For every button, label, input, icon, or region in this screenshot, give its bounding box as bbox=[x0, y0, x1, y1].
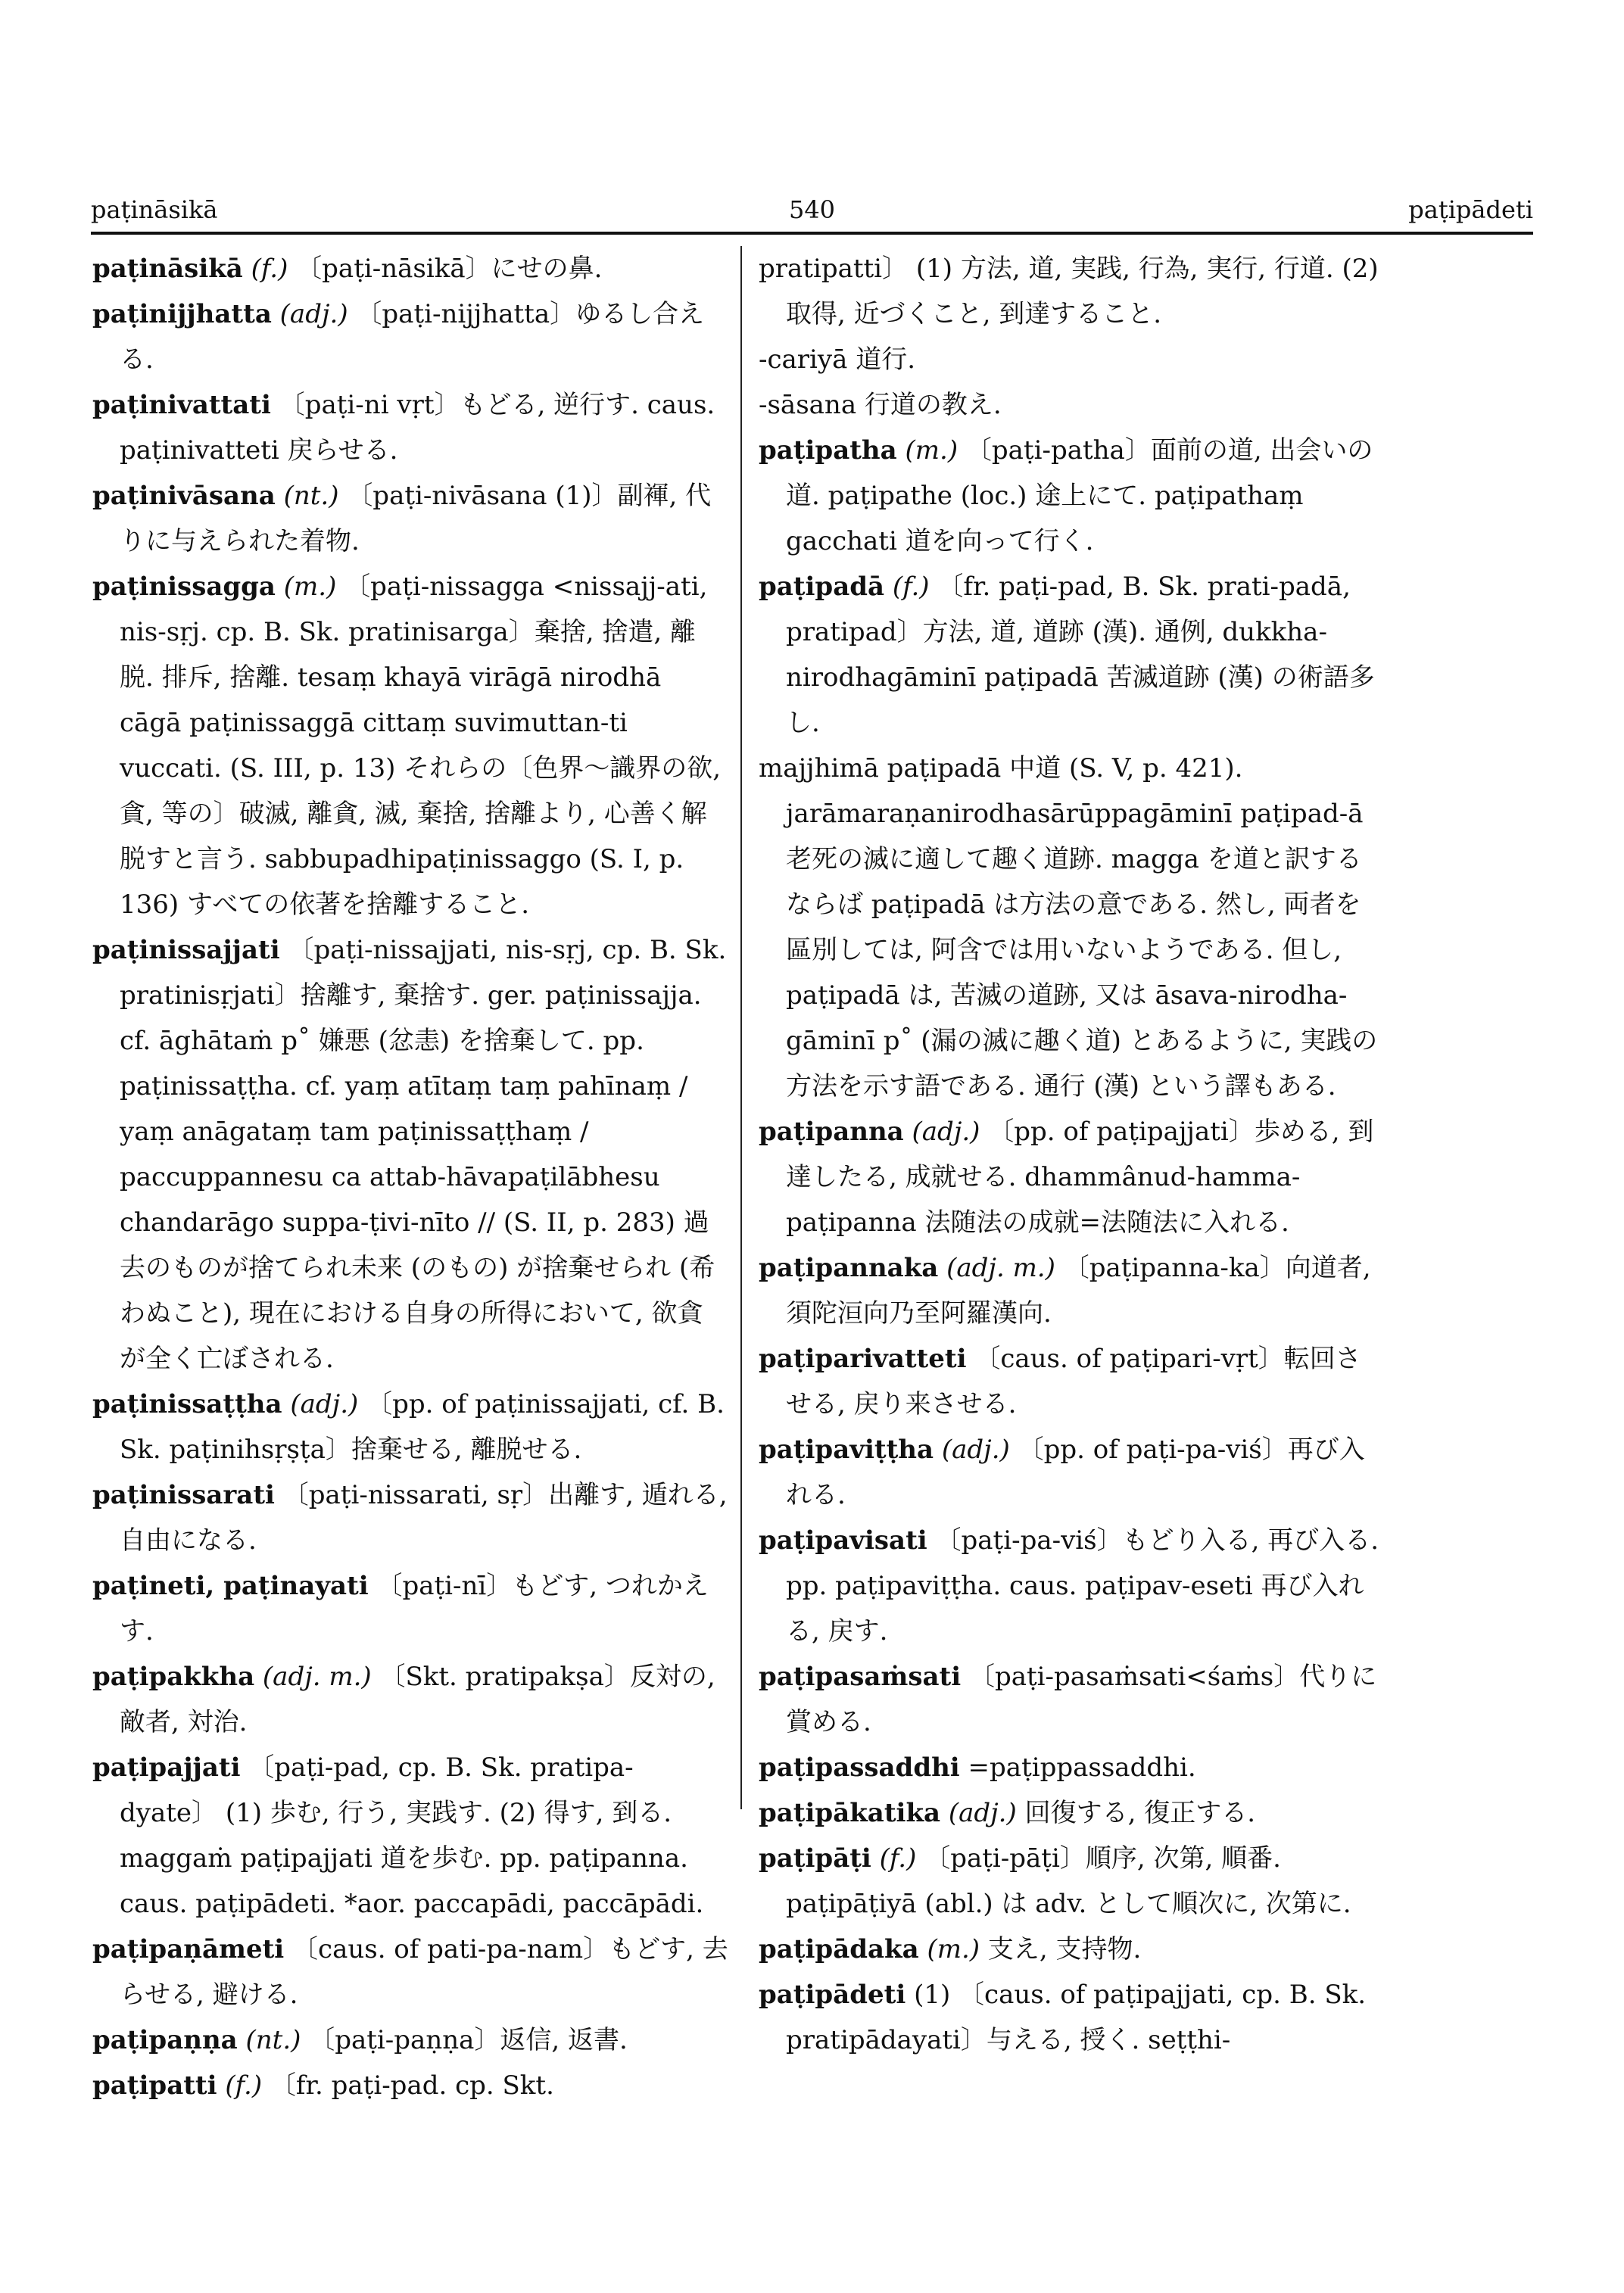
dictionary-entry bbox=[92, 2017, 728, 2063]
entry-headword: paṭipavisati bbox=[759, 1525, 927, 1556]
dictionary-entry bbox=[92, 1745, 728, 1927]
entry-headword: paṭipassaddhi bbox=[759, 1752, 960, 1783]
entry-definition: 〔paṭi-nissajjati, nis-sṛj, cp. B. Sk. pratinisṛjati〕捨離す, 棄捨す. ger. paṭinissajja. cf. āghātaṁ p˚ 嫌悪 (忿恚) を捨棄して. pp. paṭinissaṭṭha. cf. yaṃ atītaṃ taṃ pahīnaṃ / yaṃ anāgataṃ tam paṭinissaṭṭhaṃ / paccuppannesu ca attab-hāvapaṭilābhesu chandarāgo suppa-ṭivi-nīto // (S. II, p. 283) 過去のものが捨てられ未来 (のもの) が捨棄せられ (希わぬこと), 現在における自身の所得において, 欲貪が全く亡ぼされる. bbox=[120, 935, 727, 1374]
entry-definition: 〔paṭipanna-ka〕向道者, 須陀洹向乃至阿羅漢向. bbox=[786, 1253, 1371, 1329]
entry-definition: -sāsana 行道の教え. bbox=[759, 390, 1002, 420]
entry-headword: paṭinivattati bbox=[92, 390, 271, 420]
dictionary-entry bbox=[92, 473, 728, 564]
entry-grammar: (m.) bbox=[927, 1934, 980, 1964]
right-column bbox=[759, 246, 1379, 2063]
dictionary-entry bbox=[92, 927, 728, 1382]
entry-headword: paṭipaviṭṭha bbox=[759, 1435, 934, 1465]
entry-headword: paṭinijjhatta bbox=[92, 299, 272, 329]
dictionary-entry bbox=[759, 1927, 1379, 1972]
entry-definition: 〔paṭi-nāsikā〕にせの鼻. bbox=[296, 254, 603, 284]
entry-grammar: (f.) bbox=[251, 254, 288, 284]
left-column bbox=[92, 246, 728, 2108]
dictionary-entry bbox=[759, 1745, 1379, 1790]
entry-definition: 〔paṭi-nissarati, sṛ〕出離す, 遁れる, 自由になる. bbox=[120, 1480, 728, 1556]
entry-headword: paṭiparivatteti bbox=[759, 1344, 967, 1374]
entry-headword: paṭipakkha bbox=[92, 1662, 255, 1692]
dictionary-entry bbox=[759, 1427, 1379, 1518]
entry-definition: pratipatti〕 (1) 方法, 道, 実践, 行為, 実行, 行道. (2) 取得, 近づくこと, 到達すること. bbox=[759, 254, 1379, 329]
entry-headword: paṭipākatika bbox=[759, 1798, 941, 1828]
entry-headword: paṭināsikā bbox=[92, 254, 243, 284]
entry-headword: paṭipāṭi bbox=[759, 1843, 871, 1874]
entry-definition: 〔paṭi-paṇṇa〕返信, 返書. bbox=[309, 2025, 628, 2055]
entry-grammar: (adj.) bbox=[948, 1798, 1017, 1828]
entry-definition: 支え, 支持物. bbox=[987, 1934, 1142, 1964]
entry-continuation bbox=[759, 246, 1379, 337]
dictionary-entry bbox=[92, 1563, 728, 1654]
entry-definition: majjhimā paṭipadā 中道 (S. V, p. 421). jarāmaraṇanirodhasārūppagāminī paṭipad-ā 老死の滅に適して趣く道跡. magga を道と訳するならば paṭipadā は方法の意である. 然し, 両者を區別しては, 阿含では用いないようである. 但し, paṭipadā は, 苦滅の道跡, 又は āsava-nirodha-gāminī p˚ (漏の滅に趣く道) とあるように, 実践の方法を示す語である. 通行 (漢) という譯もある. bbox=[759, 753, 1378, 1101]
dictionary-entry bbox=[92, 1927, 728, 2017]
entry-definition: 〔paṭi-pad, cp. B. Sk. pratipa-dyate〕 (1) 歩む, 行う, 実践す. (2) 得す, 到る. maggaṁ paṭipajjati 道を歩む. pp. paṭipanna. caus. paṭipādeti. *aor. paccapādi, paccāpādi. bbox=[120, 1752, 704, 1919]
entry-definition: 〔fr. paṭi-pad, B. Sk. prati-padā, pratipad〕方法, 道, 道跡 (漢). 通例, dukkha-nirodhagāminī paṭipadā 苦滅道跡 (漢) の術語多し. bbox=[786, 572, 1375, 738]
entry-subentry bbox=[759, 337, 1379, 382]
entry-headword: paṭipanna bbox=[759, 1117, 904, 1147]
entry-definition: 〔paṭi-nissagga <nissajj-ati, nis-sṛj. cp. B. Sk. pratinisarga〕棄捨, 捨遣, 離脱. 排斥, 捨離. tesaṃ khayā virāgā nirodhā cāgā paṭinissaggā cittaṃ suvimuttan-ti vuccati. (S. III, p. 13) それらの〔色界～識界の欲, 貪, 等の〕破滅, 離貪, 滅, 棄捨, 捨離より, 心善く解脱すと言う. sabbupadhipaṭinissaggo (S. I, p. 136) すべての依著を捨離すること. bbox=[120, 572, 722, 920]
entry-headword: paṭipadā bbox=[759, 572, 885, 602]
entry-headword: paṭipajjati bbox=[92, 1752, 241, 1783]
dictionary-entry bbox=[92, 246, 728, 291]
entry-headword: paṭinivāsana bbox=[92, 481, 276, 511]
entry-headword: paṭipādeti bbox=[759, 1980, 906, 2010]
entry-definition: 回復する, 復正する. bbox=[1024, 1798, 1256, 1828]
entry-definition: 〔paṭi-nī〕もどす, つれかえす. bbox=[120, 1571, 709, 1647]
dictionary-entry bbox=[759, 1109, 1379, 1245]
entry-headword: paṭipatti bbox=[92, 2070, 217, 2101]
entry-definition: 〔pp. of paṭi-pa-viś〕再び入れる. bbox=[786, 1435, 1365, 1510]
entry-headword: paṭipasaṁsati bbox=[759, 1662, 962, 1692]
dictionary-entry bbox=[759, 1790, 1379, 1836]
entry-definition: 〔paṭi-patha〕面前の道, 出会いの道. paṭipathe (loc.) 途上にて. paṭipathaṃ gacchati 道を向って行く. bbox=[786, 435, 1373, 556]
dictionary-entry bbox=[759, 564, 1379, 746]
page-number: 540 bbox=[788, 195, 836, 224]
guide-word-left: paṭināsikā bbox=[91, 195, 218, 224]
entry-definition: -cariyā 道行. bbox=[759, 344, 916, 375]
entry-definition: 〔paṭi-pasaṁsati<śaṁs〕代りに賞める. bbox=[786, 1662, 1377, 1737]
entry-definition: 〔paṭi-pāṭi〕順序, 次第, 順番. paṭipāṭiyā (abl.) は adv. として順次に, 次第に. bbox=[786, 1843, 1351, 1919]
dictionary-entry bbox=[92, 2063, 728, 2108]
entry-headword: paṭipaṇāmeti bbox=[92, 1934, 285, 1964]
entry-definition: 〔paṭi-ni vṛt〕もどる, 逆行す. caus. paṭinivatteti 戻らせる. bbox=[120, 390, 715, 466]
dictionary-entry bbox=[759, 1836, 1379, 1927]
entry-grammar: (nt.) bbox=[245, 2025, 301, 2055]
dictionary-entry bbox=[759, 1518, 1379, 1654]
entry-grammar: (adj.) bbox=[941, 1435, 1010, 1465]
entry-grammar: (f.) bbox=[225, 2070, 263, 2101]
entry-headword: paṭinissajjati bbox=[92, 935, 280, 965]
dictionary-entry bbox=[759, 1245, 1379, 1336]
entry-subentry bbox=[759, 382, 1379, 428]
header-rule bbox=[91, 232, 1533, 235]
entry-grammar: (adj.) bbox=[912, 1117, 980, 1147]
entry-definition: (1) 〔caus. of paṭipajjati, cp. B. Sk. pratipādayati〕与える, 授く. seṭṭhi- bbox=[786, 1980, 1367, 2055]
entry-grammar: (adj.) bbox=[290, 1389, 359, 1419]
dictionary-entry bbox=[92, 1654, 728, 1745]
dictionary-entry bbox=[92, 1382, 728, 1472]
entry-definition: 〔paṭi-pa-viś〕もどり入る, 再び入る. pp. paṭipaviṭṭha. caus. paṭipav-eseti 再び入れる, 戻す. bbox=[786, 1525, 1379, 1647]
entry-headword: paṭipādaka bbox=[759, 1934, 919, 1964]
entry-definition: 〔pp. of paṭinissajjati, cf. B. Sk. paṭinihsṛṣṭa〕捨棄せる, 離脱せる. bbox=[120, 1389, 725, 1465]
entry-definition: 〔pp. of paṭipajjati〕歩める, 到達したる, 成就せる. dhammânud-hamma-paṭipanna 法随法の成就=法随法に入れる. bbox=[786, 1117, 1374, 1238]
entry-grammar: (m.) bbox=[283, 572, 337, 602]
entry-grammar: (adj.) bbox=[279, 299, 348, 329]
dictionary-entry bbox=[92, 382, 728, 473]
entry-definition: 〔caus. of paṭipari-vṛt〕転回させる, 戻り来させる. bbox=[786, 1344, 1361, 1419]
dictionary-entry bbox=[92, 291, 728, 382]
dictionary-entry bbox=[92, 564, 728, 927]
dictionary-entry bbox=[759, 1654, 1379, 1745]
entry-definition: =paṭippassaddhi. bbox=[968, 1752, 1196, 1783]
entry-headword: paṭipannaka bbox=[759, 1253, 939, 1283]
entry-definition: 〔paṭi-nijjhatta〕ゆるし合える. bbox=[120, 299, 705, 375]
entry-grammar: (f.) bbox=[892, 572, 930, 602]
entry-grammar: (adj. m.) bbox=[946, 1253, 1055, 1283]
dictionary-entry bbox=[759, 1336, 1379, 1427]
entry-grammar: (nt.) bbox=[283, 481, 339, 511]
entry-definition: 〔Skt. pratipakṣa〕反対の, 敵者, 対治. bbox=[120, 1662, 715, 1737]
entry-headword: paṭipaṇṇa bbox=[92, 2025, 238, 2055]
entry-grammar: (f.) bbox=[879, 1843, 917, 1874]
entry-headword: paṭinissaṭṭha bbox=[92, 1389, 282, 1419]
entry-continuation bbox=[759, 746, 1379, 1109]
running-header bbox=[91, 195, 1533, 235]
dictionary-entry bbox=[759, 428, 1379, 564]
entry-headword: paṭipatha bbox=[759, 435, 897, 466]
dictionary-entry bbox=[92, 1472, 728, 1563]
entry-grammar: (adj. m.) bbox=[262, 1662, 372, 1692]
column-divider bbox=[740, 246, 742, 1809]
entry-headword: paṭinissarati bbox=[92, 1480, 275, 1510]
entry-definition: 〔caus. of pati-pa-nam〕もどす, 去らせる, 避ける. bbox=[120, 1934, 728, 2010]
dictionary-entry bbox=[759, 1972, 1379, 2063]
entry-headword: paṭineti, paṭinayati bbox=[92, 1571, 369, 1601]
entry-headword: paṭinissagga bbox=[92, 572, 276, 602]
entry-definition: 〔fr. paṭi-pad. cp. Skt. bbox=[270, 2070, 554, 2101]
entry-grammar: (m.) bbox=[905, 435, 959, 466]
entry-definition: 〔paṭi-nivāsana (1)〕副褌, 代りに与えられた着物. bbox=[120, 481, 712, 556]
guide-word-right: paṭipādeti bbox=[1408, 195, 1533, 224]
